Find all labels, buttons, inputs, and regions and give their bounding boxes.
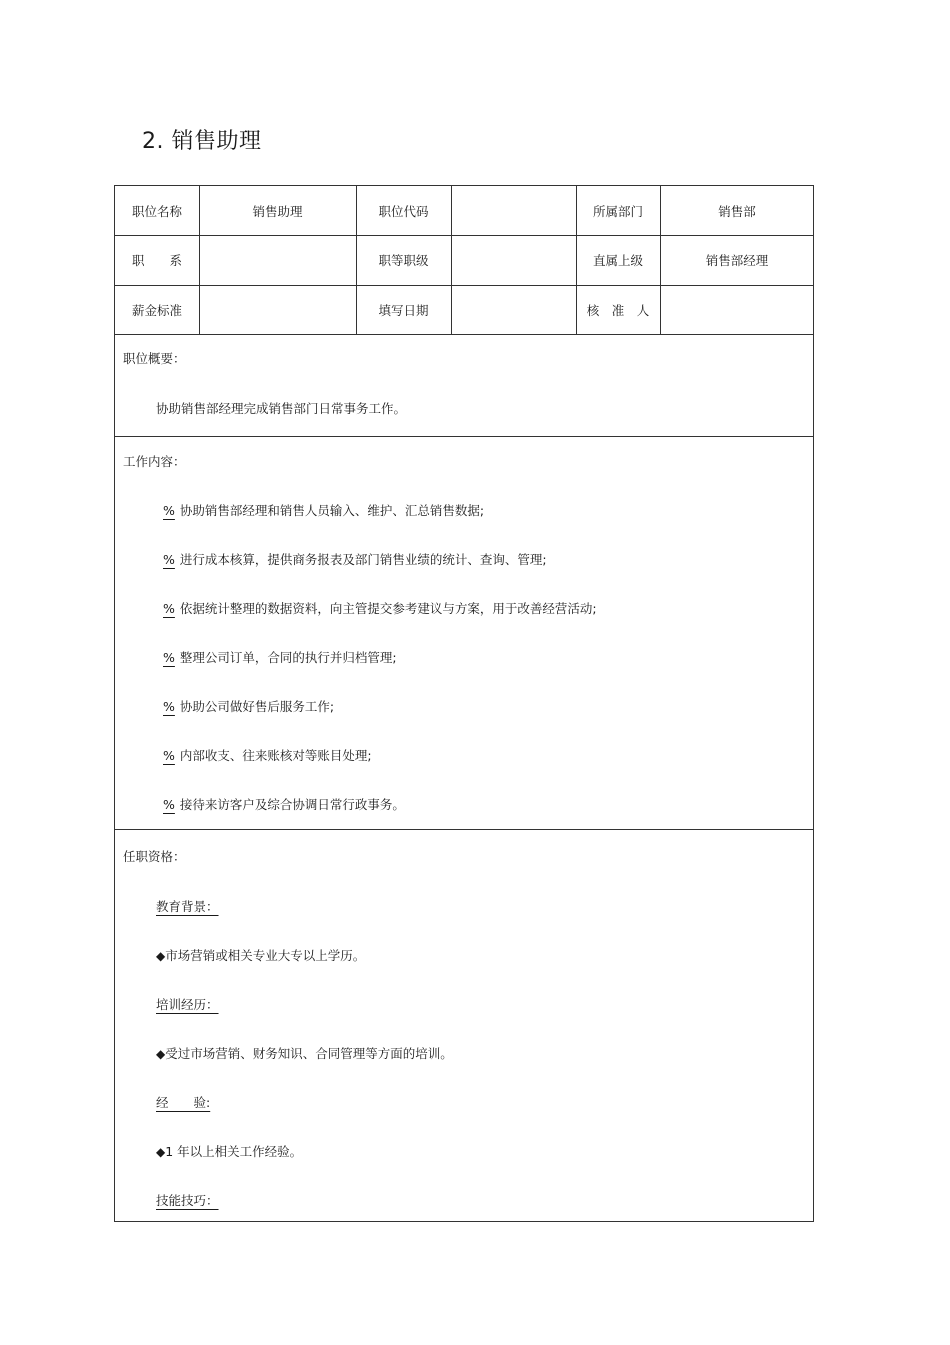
summary-label: 职位概要： [123,351,186,366]
training-item: ◆受过市场营销、财务知识、合同管理等方面的培训。 [156,1046,453,1061]
duty-item: % 协助销售部经理和销售人员输入、维护、汇总销售数据; [156,501,484,519]
value-approver [660,285,814,334]
label-approver: 核 准 人 [586,302,650,318]
bullet-diamond-icon: ◆ [156,1047,166,1061]
value-fill-date [451,285,576,334]
duty-item: % 整理公司订单，合同的执行并归档管理; [156,648,397,666]
duties-label: 工作内容： [123,454,186,469]
duty-marker: % [163,601,175,616]
duty-marker: % [163,748,175,763]
value-salary-standard [199,285,356,334]
label-department: 所属部门 [592,203,643,219]
education-item: ◆市场营销或相关专业大专以上学历。 [156,948,366,963]
job-description-table [114,185,814,1222]
duty-marker: % [163,503,175,518]
value-supervisor: 销售部经理 [705,252,769,268]
label-salary-standard: 薪金标准 [131,302,182,318]
duty-item: % 协助公司做好售后服务工作; [156,697,334,715]
page-title: 2. 销售助理 [142,129,262,154]
duty-item: % 接待来访客户及综合协调日常行政事务。 [156,795,405,813]
label-position-code: 职位代码 [378,203,429,219]
value-job-family [199,235,356,284]
duty-item: % 内部收支、往来账核对等账目处理; [156,746,372,764]
label-job-family: 职 系 [131,252,182,268]
grid-line [115,829,813,830]
experience-label: 经 验: [156,1095,211,1110]
education-label: 教育背景： [156,899,219,914]
experience-item: ◆1 年以上相关工作经验。 [156,1144,303,1159]
grid-line [115,334,813,335]
bullet-diamond-icon: ◆ [156,949,166,963]
skills-label: 技能技巧： [156,1193,219,1208]
label-position-name: 职位名称 [131,203,182,219]
grid-line [115,436,813,437]
duty-marker: % [163,699,175,714]
summary-text: 协助销售部经理完成销售部门日常事务工作。 [156,401,407,416]
value-position-code [451,186,576,235]
value-department: 销售部 [718,203,756,219]
duty-marker: % [163,650,175,665]
qualifications-label: 任职资格： [123,849,186,864]
training-label: 培训经历： [156,997,219,1012]
bullet-diamond-icon: ◆ [156,1145,166,1159]
label-supervisor: 直属上级 [592,252,643,268]
duty-item: % 进行成本核算，提供商务报表及部门销售业绩的统计、查询、管理; [156,550,547,568]
value-position-name: 销售助理 [252,203,303,219]
duty-item: % 依据统计整理的数据资料，向主管提交参考建议与方案，用于改善经营活动; [156,599,597,617]
duty-marker: % [163,552,175,567]
duty-marker: % [163,797,175,812]
label-grade-level: 职等职级 [378,252,429,268]
label-fill-date: 填写日期 [378,302,429,318]
value-grade-level [451,235,576,284]
